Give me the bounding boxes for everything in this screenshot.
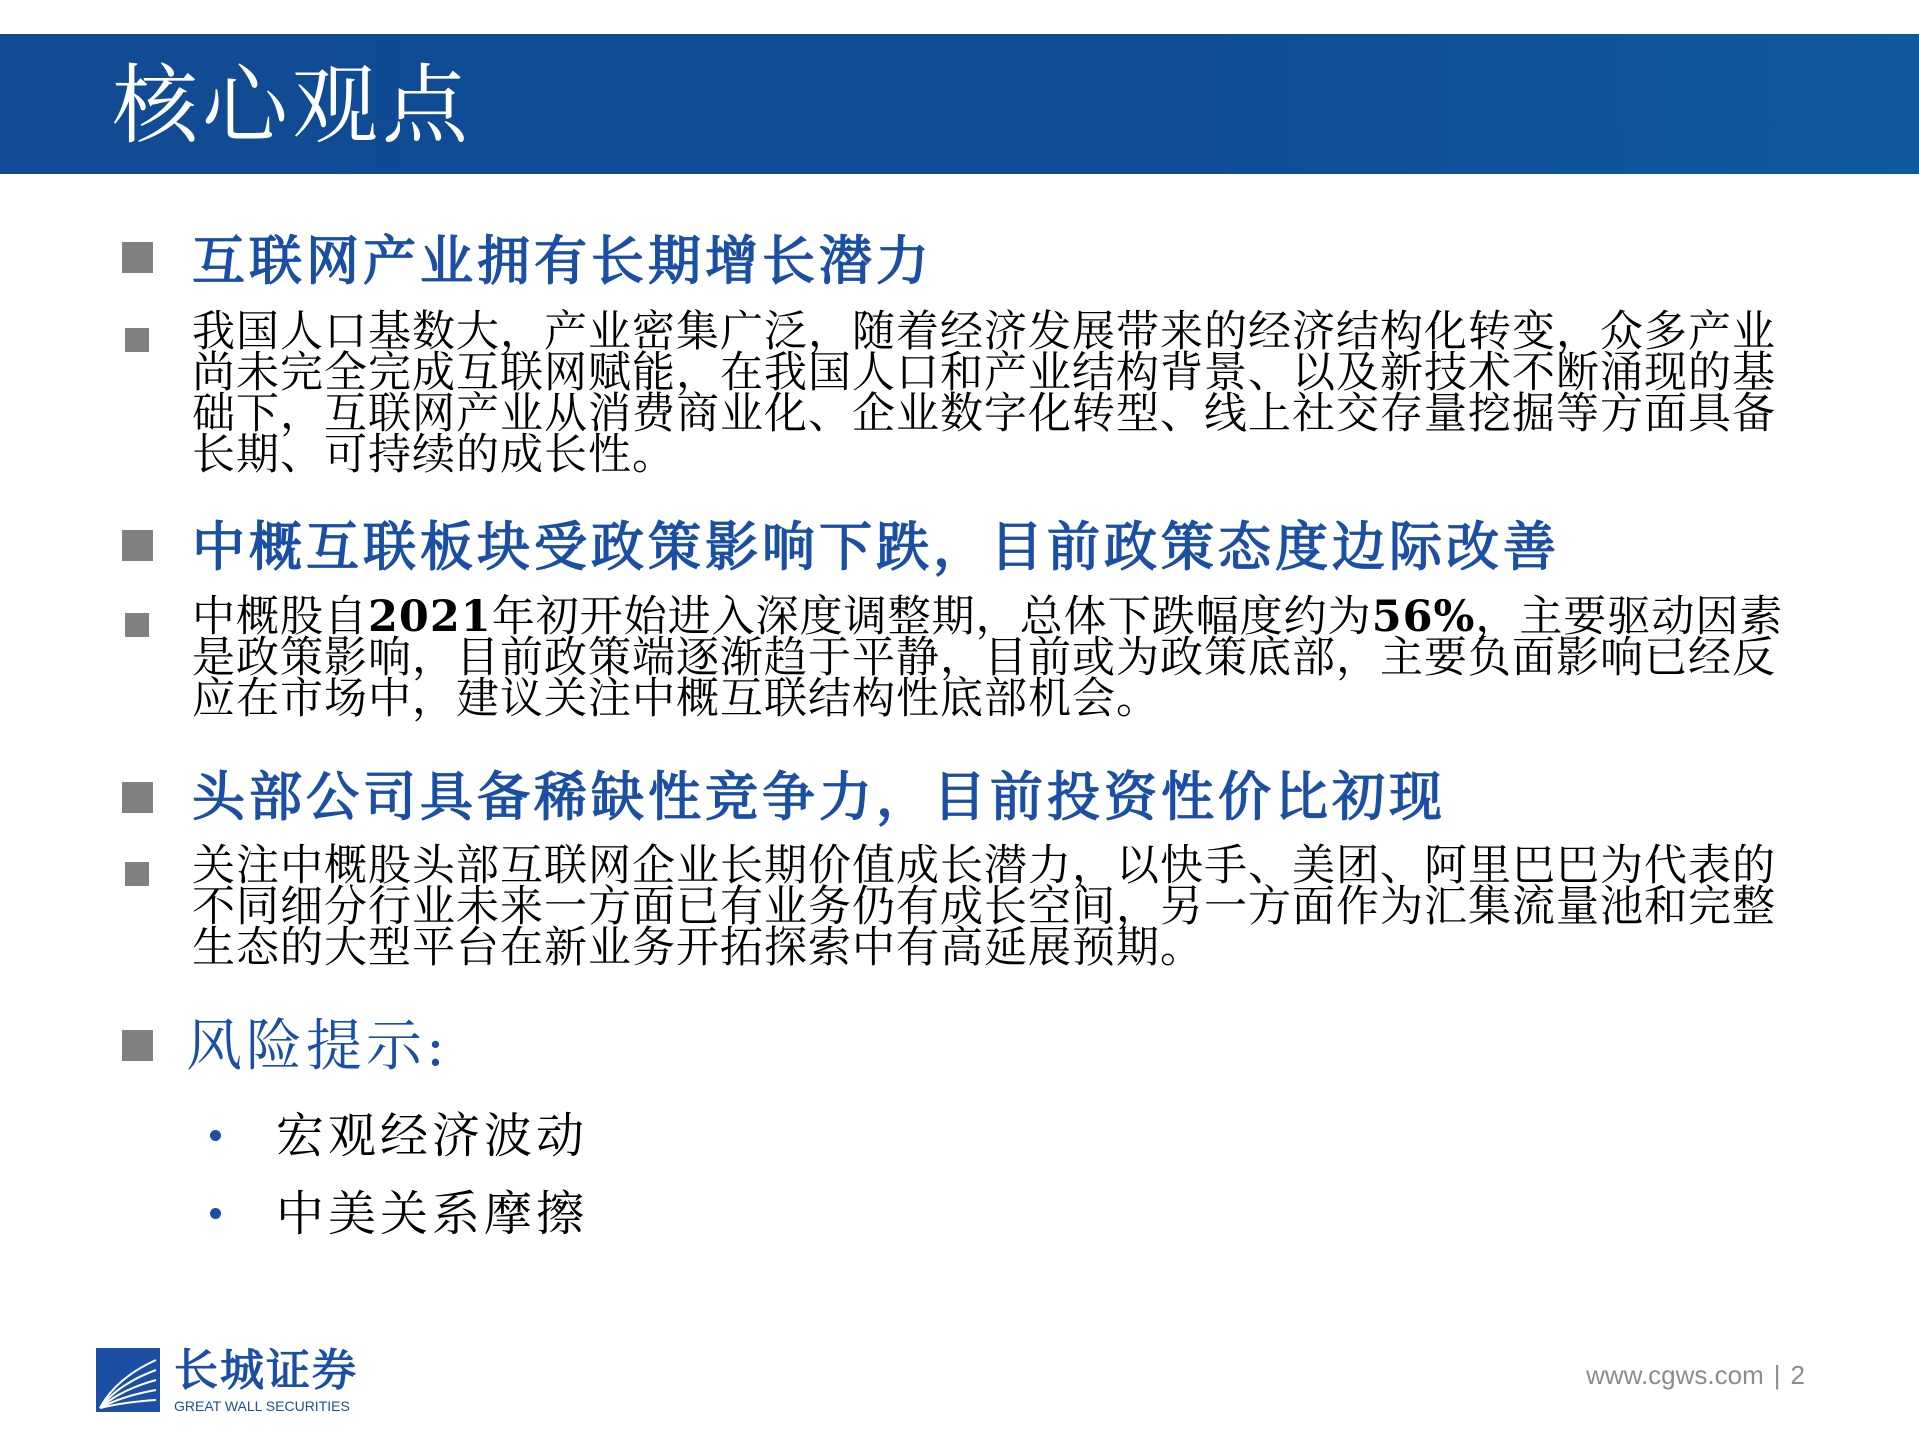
section-bullet-square bbox=[122, 242, 153, 273]
risk-item-text: 宏观经济波动 bbox=[276, 1108, 589, 1164]
risk-heading: 风险提示: bbox=[186, 1014, 449, 1079]
footer-separator: | bbox=[1773, 1360, 1781, 1390]
section-heading-1: 互联网产业拥有长期增长潜力 bbox=[192, 230, 933, 292]
risk-item-text: 中美关系摩擦 bbox=[276, 1186, 589, 1242]
page-title: 核心观点 bbox=[112, 56, 472, 156]
section-paragraph-3: 关注中概股头部互联网企业长期价值成长潜力，以快手、美团、阿里巴巴为代表的不同细分行业未来一方面已有业务仍有成长空间，另一方面作为汇集流量池和完整生态的大型平台在新业务开拓探索中有高延展预期。 bbox=[192, 841, 1776, 973]
paragraph-bullet-square bbox=[125, 862, 149, 886]
footer-website: www.cgws.com bbox=[1586, 1360, 1764, 1390]
bullet-dot-icon bbox=[210, 1130, 221, 1141]
section-bullet-square bbox=[122, 782, 153, 813]
paragraph-text: ，主要驱动因素是政策影响，目前政策端逐渐趋于平静，目前或为政策底部，主要负面影响已经反应在市场中，建议关注中概互联结构性底部机会。 bbox=[192, 592, 1784, 724]
section-bullet-square bbox=[122, 1030, 153, 1061]
paragraph-bullet-square bbox=[125, 328, 149, 352]
paragraph-bold-percent: 56% bbox=[1371, 592, 1476, 642]
bullet-dot-icon bbox=[210, 1208, 221, 1219]
section-heading-3: 头部公司具备稀缺性竞争力，目前投资性价比初现 bbox=[192, 766, 1446, 828]
page-number: 2 bbox=[1790, 1360, 1805, 1390]
paragraph-bullet-square bbox=[125, 613, 149, 637]
section-paragraph-1: 我国人口基数大，产业密集广泛，随着经济发展带来的经济结构化转变，众多产业尚未完全完成互联网赋能，在我国人口和产业结构背景、以及新技术不断涌现的基础下，互联网产业从消费商业化、企业数字化转型、线上社交存量挖掘等方面具备长期、可持续的成长性。 bbox=[192, 307, 1776, 480]
logo-name-cn: 长城证券 bbox=[174, 1345, 358, 1396]
footer bbox=[1586, 1357, 1805, 1393]
paragraph-text: 中概股自 bbox=[192, 592, 368, 642]
logo-name-en: GREAT WALL SECURITIES bbox=[174, 1398, 350, 1414]
paragraph-bold-year: 2021 bbox=[368, 592, 492, 642]
section-paragraph-2 bbox=[192, 592, 1792, 724]
section-heading-2: 中概互联板块受政策影响下跌，目前政策态度边际改善 bbox=[192, 516, 1560, 578]
section-bullet-square bbox=[122, 530, 153, 561]
great-wall-logo-icon bbox=[96, 1348, 160, 1412]
company-logo bbox=[96, 1345, 396, 1428]
paragraph-text: 年初开始进入深度调整期，总体下跌幅度约为 bbox=[491, 592, 1372, 642]
